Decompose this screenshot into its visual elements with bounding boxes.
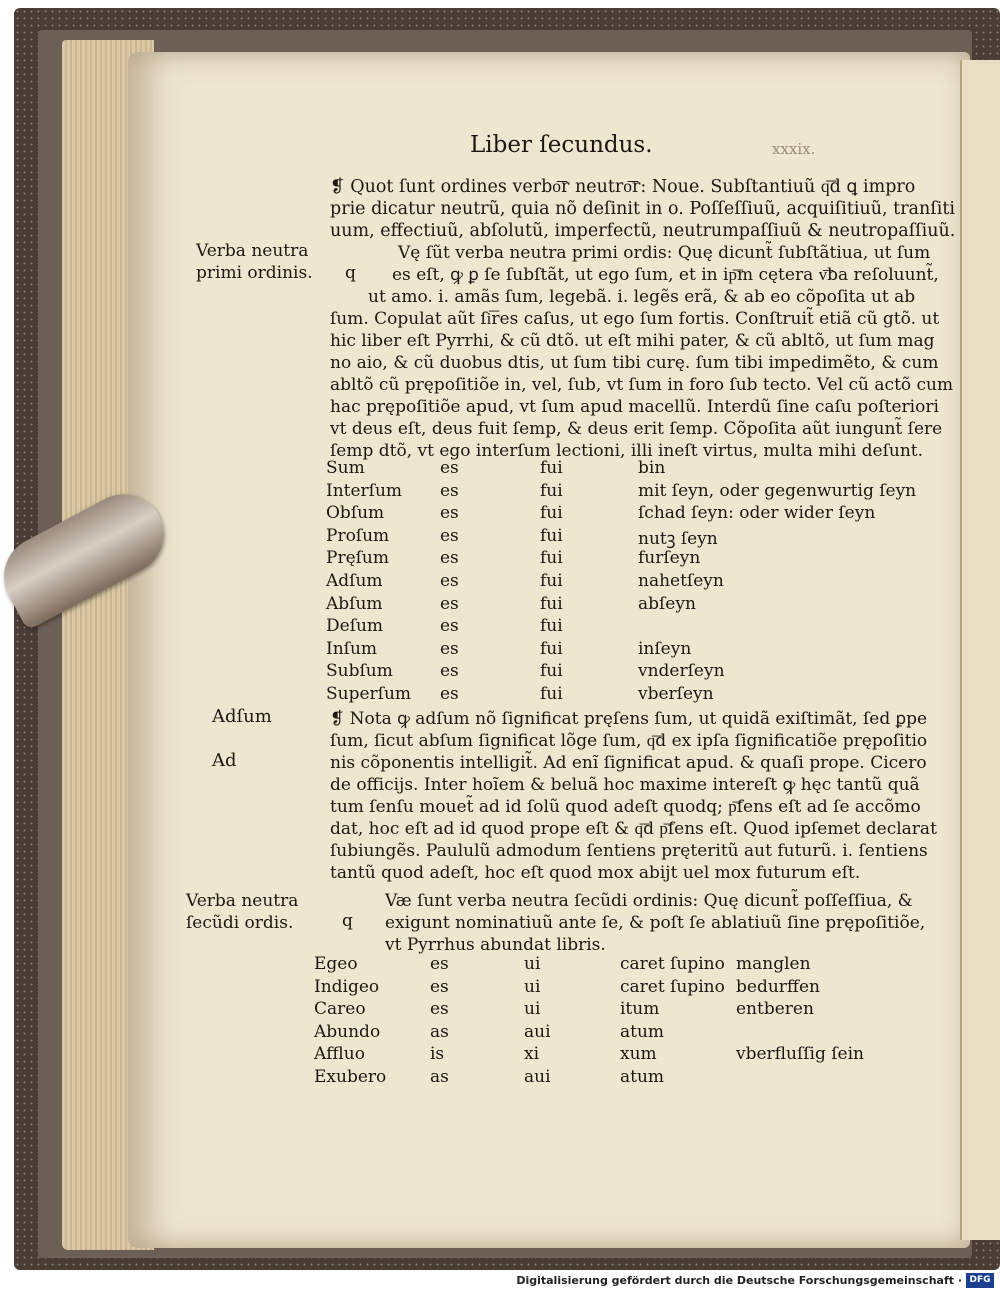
table-cell: ui bbox=[524, 954, 541, 974]
table-cell: nahetſeyn bbox=[638, 571, 724, 591]
table-cell: es bbox=[440, 571, 459, 591]
footer-bar bbox=[0, 1270, 1000, 1293]
table-cell: fui bbox=[540, 458, 563, 478]
table-cell: Proſum bbox=[326, 525, 390, 546]
table-cell: entberen bbox=[736, 999, 814, 1020]
margin-note-primi: Verba neutra primi ordinis. bbox=[196, 241, 313, 283]
facing-page-edge bbox=[960, 60, 1000, 1240]
table-cell: fui bbox=[540, 638, 563, 659]
table-cell: es bbox=[440, 661, 459, 682]
table-cell: Superſum bbox=[326, 684, 412, 704]
margin-note-ad: Ad bbox=[212, 750, 237, 771]
table-cell: fui bbox=[540, 593, 563, 614]
table-cell: fui bbox=[540, 480, 563, 501]
table-cell: Deſum bbox=[326, 616, 384, 637]
table-cell: fui bbox=[540, 684, 563, 704]
table-cell: Obſum bbox=[326, 503, 385, 524]
table-cell: itum bbox=[620, 999, 660, 1020]
table-cell: es bbox=[440, 525, 459, 546]
table-cell: Inſum bbox=[326, 638, 378, 659]
table-cell: Egeo bbox=[314, 954, 358, 974]
table-cell: ui bbox=[524, 976, 541, 997]
table-cell: inſeyn bbox=[638, 638, 692, 659]
table-cell: Sum bbox=[326, 458, 365, 478]
table-cell: abſeyn bbox=[638, 593, 696, 614]
table-cell: mit ſeyn, oder gegenwurtig ſeyn bbox=[638, 480, 917, 501]
table-cell: Exubero bbox=[314, 1067, 387, 1087]
table-cell: vberfluſſig ſein bbox=[736, 1044, 865, 1065]
table-cell: is bbox=[430, 1044, 445, 1065]
marginal-q: q bbox=[345, 263, 356, 283]
table-cell: vberſeyn bbox=[638, 684, 714, 704]
table-cell: caret ſupino bbox=[620, 976, 725, 997]
table-cell: caret ſupino bbox=[620, 954, 725, 974]
marginal-q: q bbox=[342, 911, 353, 931]
table-cell: es bbox=[430, 976, 449, 997]
table-cell: atum bbox=[620, 1021, 665, 1042]
dfg-logo: DFG bbox=[966, 1273, 994, 1288]
table-cell: aui bbox=[524, 1067, 551, 1087]
table-cell: fui bbox=[540, 503, 563, 524]
table-cell: atum bbox=[620, 1067, 665, 1087]
table-cell: es bbox=[440, 638, 459, 659]
table-cell: es bbox=[430, 999, 449, 1020]
table-cell: Careo bbox=[314, 999, 366, 1020]
table-cell: xum bbox=[620, 1044, 657, 1065]
table-cell: es bbox=[440, 616, 459, 637]
table-cell: es bbox=[440, 593, 459, 614]
funding-credit: Digitalisierung gefördert durch die Deutsche Forschungsgemeinschaft · bbox=[516, 1274, 962, 1287]
table-cell: as bbox=[430, 1067, 449, 1087]
table-cell: fui bbox=[540, 616, 563, 637]
table-cell: bedurffen bbox=[736, 976, 820, 997]
table-cell: Interſum bbox=[326, 480, 403, 501]
table-cell: es bbox=[430, 954, 449, 974]
table-cell: fui bbox=[540, 525, 563, 546]
paragraph-primi-ordinis: Vę ſũt verba neutra primi ordis: Quę dicunt̃ ſubſtãtiua, ut ſum es eſt, ꝙ ꝑ ſe ſubſtãt, ut ego ſum, et in ip͞m cętera v͞ba reſoluunt̃, ut amo. i. amãs ſum, legebã. i. legẽs erã, & ab eo cõpoſita ut ab ſum. Copulat aũt ſi͞res caſus, ut ego ſum fortis. Conſtruit̃ etiã cũ gtõ. ut hic liber eſt Pyrrhi, & cũ dtõ. ut eſt mihi pater, & cũ abltõ, ut ſum mag no aio, & cũ duobus dtis, ut ſum tibi curę. ſum tibi impedimẽto, & cum abltõ cũ prępoſitiõe in, vel, ſub, vt ſum in foro ſub tecto. Vel cũ actõ cum hac prępoſitiõe apud, vt ſum apud macellũ. Interdũ ſine caſu poſteriori vt deus eſt, deus fuit ſemp, & deus erit ſemp. Cõpoſita aũt iungunt̃ ſere ſemp dtõ, vt ego interſum lectioni, illi ineſt virtus, multa mihi deſunt. bbox=[330, 243, 954, 461]
table-cell: nutꝫ ſeyn bbox=[638, 528, 718, 549]
margin-note-secundi: Verba neutra ſecũdi ordis. bbox=[186, 891, 299, 933]
table-cell: fui bbox=[540, 661, 563, 682]
table-cell: ui bbox=[524, 999, 541, 1020]
table-cell: Affluo bbox=[314, 1044, 365, 1065]
table-cell: manglen bbox=[736, 954, 811, 974]
table-cell: xi bbox=[524, 1044, 540, 1065]
paragraph-nota-adsum: ❡ Nota ꝙ adſum nõ ſignificat pręſens ſum, ut quidã exiſtimãt, ſed ꝑpe ſum, ſicut abſum ſignificat lõge ſum, q͞d ex ipſa ſignificatiõe prępoſitio nis cõponentis intelligit̃. Ad enĩ ſignificat apud. & quaſi prope. Cicero de officijs. Inter hoĩem & beluã hoc maxime intereſt ꝙ hęc tantũ quã tum ſenſu mouet̃ ad id ſolũ quod adeſt quodq; p͞ſens eſt ad ſe accõmo dat, hoc eſt ad id quod prope eſt & q͞d p͞ſens eſt. Quod ipſemet declarat ſubiungẽs. Paululũ admodum ſentiens pręteritũ aut futurũ. i. ſentiens tantũ quod adeſt, hoc eſt quod mox abijt uel mox futurum eſt. bbox=[330, 709, 937, 883]
table-cell: Abſum bbox=[326, 593, 383, 614]
table-cell: es bbox=[440, 684, 459, 704]
table-cell: Adſum bbox=[326, 571, 383, 591]
table-cell: vnderſeyn bbox=[638, 661, 725, 682]
table-cell: ſchad ſeyn: oder wider ſeyn bbox=[638, 503, 876, 524]
table-cell: as bbox=[430, 1021, 449, 1042]
margin-note-adsum: Adſum bbox=[212, 706, 272, 727]
folio-number: xxxix. bbox=[772, 140, 816, 158]
table-cell: es bbox=[440, 503, 459, 524]
table-cell: furſeyn bbox=[638, 548, 701, 569]
table-cell: fui bbox=[540, 571, 563, 591]
table-cell: bin bbox=[638, 458, 666, 478]
table-cell: es bbox=[440, 548, 459, 569]
table-cell: Indigeo bbox=[314, 976, 380, 997]
table-cell: Abundo bbox=[314, 1021, 381, 1042]
table-cell: Subſum bbox=[326, 661, 393, 682]
paragraph-secundi-ordinis: Væ ſunt verba neutra ſecũdi ordinis: Quę dicunt̃ poſſeſſiua, & exigunt nominatiuũ ante ſe, & poſt ſe ablatiuũ ſine prępoſitiõe, vt Pyrrhus abundat libris. bbox=[385, 891, 926, 955]
table-cell: es bbox=[440, 458, 459, 478]
paragraph-ordines: ❡ Quot ſunt ordines verbo͞r neutro͞r: Noue. Subſtantiuũ q͞d ꝗ impro prie dicatur neutrũ, quia nõ deſinit in o. Poſſeſſiuũ, acquiſitiuũ, tranſiti uum, effectiuũ, abſolutũ, imperfectũ, neutrumpaſſiuũ & neutropaſſiuũ. bbox=[330, 177, 956, 241]
table-cell: Pręſum bbox=[326, 548, 389, 569]
table-cell: aui bbox=[524, 1021, 551, 1042]
page-title: Liber ſecundus. bbox=[470, 132, 653, 158]
table-cell: fui bbox=[540, 548, 563, 569]
table-cell: es bbox=[440, 480, 459, 501]
